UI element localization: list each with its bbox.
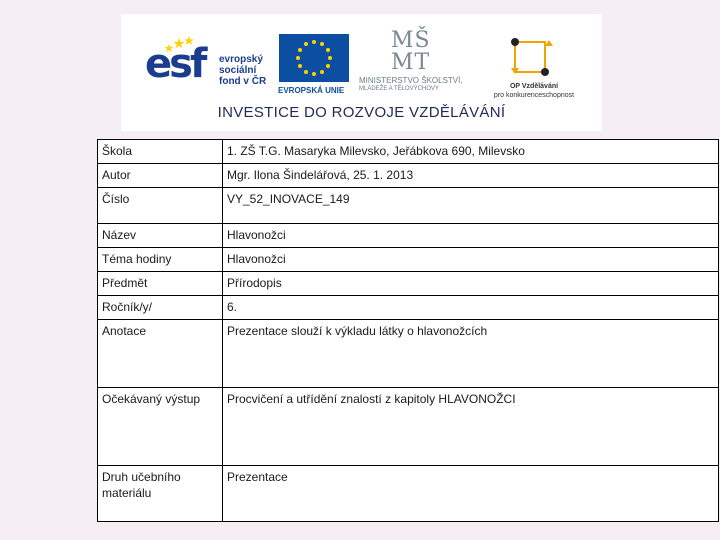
row-label: Škola xyxy=(98,140,223,164)
op-text xyxy=(489,82,579,100)
table-row xyxy=(98,320,719,388)
table-row xyxy=(98,272,719,296)
row-value: Prezentace xyxy=(223,466,719,522)
op-logo-icon xyxy=(509,36,555,78)
row-value: 1. ZŠ T.G. Masaryka Milevsko, Jeřábkova 690, Milevsko xyxy=(223,140,719,164)
eu-flag-icon xyxy=(279,34,349,82)
row-label: Očekávaný výstup xyxy=(98,388,223,466)
op-line2: pro konkurenceschopnost xyxy=(493,92,575,99)
esf-line1: evropský xyxy=(219,54,263,65)
msmt-text xyxy=(359,76,463,94)
table-row xyxy=(98,224,719,248)
row-value: Hlavonožci xyxy=(223,224,719,248)
row-label: Název xyxy=(98,224,223,248)
table-row xyxy=(98,296,719,320)
table-row xyxy=(98,164,719,188)
table-row xyxy=(98,188,719,224)
row-value: Hlavonožci xyxy=(223,248,719,272)
table-row xyxy=(98,466,719,522)
msmt-mark: MŠ MT xyxy=(391,28,431,75)
esf-mark: esf xyxy=(145,41,205,87)
table-row xyxy=(98,388,719,466)
esf-line2: sociální xyxy=(219,65,257,76)
esf-line3: fond v ČR xyxy=(219,76,267,87)
row-value: 6. xyxy=(223,296,719,320)
row-label: Druh učebního materiálu xyxy=(98,466,223,522)
esf-text xyxy=(219,54,266,87)
row-label: Autor xyxy=(98,164,223,188)
row-label: Anotace xyxy=(98,320,223,388)
banner-caption: INVESTICE DO ROZVOJE VZDĚLÁVÁNÍ xyxy=(217,104,506,121)
table-row xyxy=(98,248,719,272)
row-value: Prezentace slouží k výkladu látky o hlavonožcích xyxy=(223,320,719,388)
info-table xyxy=(97,139,719,522)
row-label: Téma hodiny xyxy=(98,248,223,272)
row-value: Přírodopis xyxy=(223,272,719,296)
row-value: Procvičení a utřídění znalostí z kapitoly HLAVONOŽCI xyxy=(223,388,719,466)
logo-banner xyxy=(121,14,602,131)
msmt-line2: MLÁDEŽE A TĚLOVÝCHOVY xyxy=(359,86,439,92)
row-value: Mgr. Ilona Šindelářová, 25. 1. 2013 xyxy=(223,164,719,188)
row-label: Předmět xyxy=(98,272,223,296)
msmt-line1: MINISTERSTVO ŠKOLSTVÍ, xyxy=(359,76,463,85)
row-label: Ročník/y/ xyxy=(98,296,223,320)
row-value: VY_52_INOVACE_149 xyxy=(223,188,719,224)
op-line1: OP Vzdělávání xyxy=(509,83,559,90)
row-label: Číslo xyxy=(98,188,223,224)
table-row xyxy=(98,140,719,164)
eu-label: EVROPSKÁ UNIE xyxy=(278,86,345,95)
